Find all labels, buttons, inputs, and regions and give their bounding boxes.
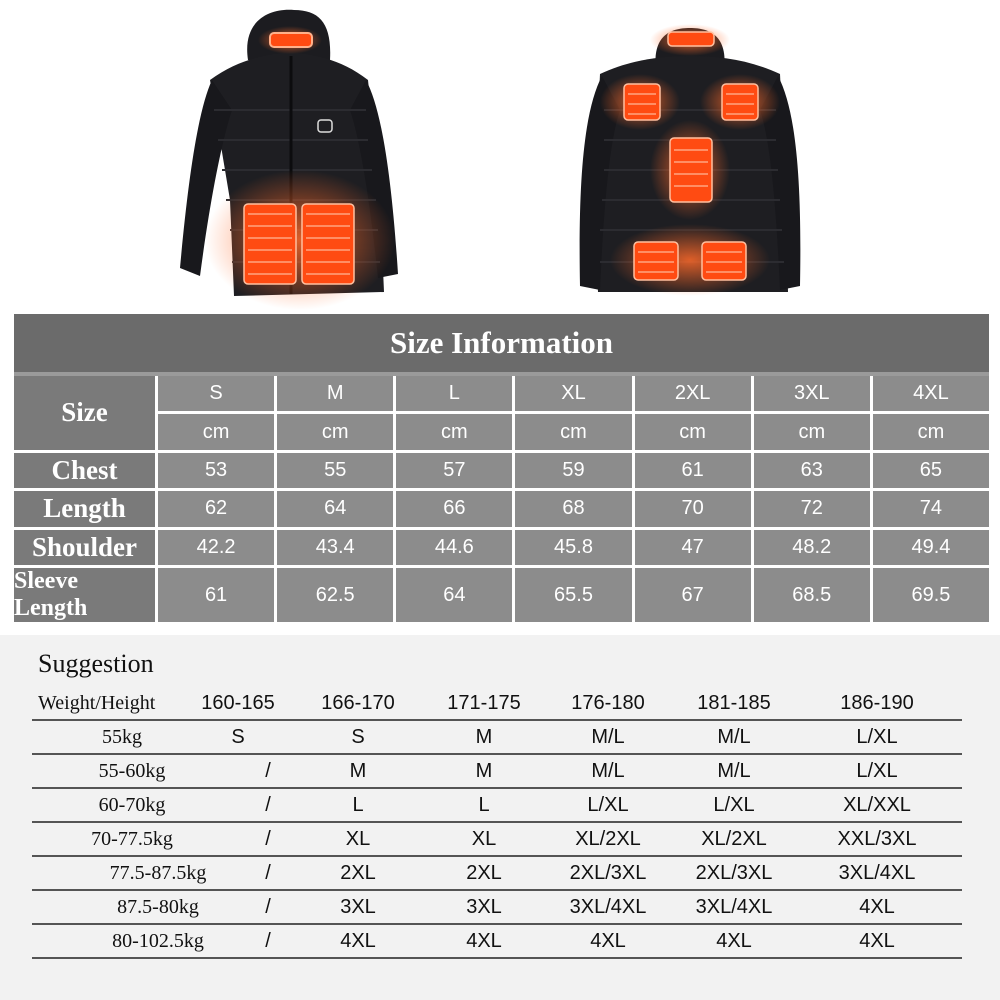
suggested-size-cell: 4XL [859,895,895,918]
suggested-size-cell: L/XL [856,725,898,748]
suggestion-row [32,823,962,857]
suggested-size-cell: / [265,759,271,782]
measurement-value: 72 [754,491,870,526]
measurement-value: 74 [873,491,989,526]
front-jacket-illustration [170,0,460,312]
weight-range-label: 80-102.5kg [112,929,204,952]
suggested-size-cell: L/XL [713,793,755,816]
measurement-value: 70 [635,491,751,526]
weight-range-label: 77.5-87.5kg [109,861,207,884]
measurement-value: 68.5 [754,568,870,622]
suggested-size-cell: S [351,725,365,748]
suggested-size-cell: M/L [717,725,751,748]
measurement-value: 57 [396,453,512,488]
suggested-size-cell: L/XL [856,759,898,782]
suggestion-row [32,857,962,891]
size-header-cell: L [396,376,512,411]
suggested-size-cell: / [265,827,271,850]
measurement-value: 61 [635,453,751,488]
suggested-size-cell: 2XL [466,861,502,884]
weight-range-label: 55-60kg [98,759,166,782]
unit-cell: cm [277,414,393,449]
suggested-size-cell: XXL/3XL [837,827,917,850]
size-header-cell: 2XL [635,376,751,411]
measurement-value: 64 [277,491,393,526]
height-range-header: 186-190 [840,691,914,714]
suggested-size-cell: 4XL [859,929,895,952]
suggested-size-cell: L/XL [587,793,629,816]
suggestion-section [0,635,1000,1000]
measurement-value: 68 [515,491,631,526]
unit-cell: cm [515,414,631,449]
suggested-size-cell: 2XL/3XL [569,861,647,884]
suggested-size-cell: 3XL/4XL [569,895,647,918]
unit-cell: cm [396,414,512,449]
size-row-header: Size [14,376,155,450]
suggested-size-cell: M/L [591,759,625,782]
back-jacket-illustration [560,0,820,312]
suggested-size-cell: / [265,861,271,884]
suggested-size-cell: 2XL/3XL [695,861,773,884]
measurement-value: 66 [396,491,512,526]
size-header-cell: S [158,376,274,411]
suggestion-row [32,925,962,959]
measurement-value: 69.5 [873,568,989,622]
measurement-value: 49.4 [873,530,989,565]
height-range-header: 166-170 [321,691,395,714]
measurement-label: Shoulder [14,530,155,565]
size-header-cell: XL [515,376,631,411]
suggested-size-cell: 4XL [716,929,752,952]
height-range-header: 171-175 [447,691,521,714]
measurement-value: 42.2 [158,530,274,565]
suggestion-table [32,687,962,959]
suggestion-row [32,891,962,925]
suggested-size-cell: / [265,929,271,952]
measurement-label: Length [14,491,155,526]
suggested-size-cell: 4XL [466,929,502,952]
suggested-size-cell: S [231,725,245,748]
height-range-header: 160-165 [201,691,275,714]
suggested-size-cell: 4XL [340,929,376,952]
measurement-value: 59 [515,453,631,488]
measurement-label: Chest [14,453,155,488]
weight-range-label: 60-70kg [98,793,166,816]
measurement-value: 61 [158,568,274,622]
measurement-value: 65 [873,453,989,488]
measurement-value: 45.8 [515,530,631,565]
weight-range-label: 87.5-80kg [117,895,199,918]
height-range-header: 181-185 [697,691,771,714]
front-jacket-photo [170,0,460,312]
suggested-size-cell: / [265,895,271,918]
unit-cell: cm [635,414,751,449]
measurement-label: Sleeve Length [14,568,155,622]
suggested-size-cell: L [352,793,364,816]
weight-range-label: 55kg [102,725,142,748]
suggestion-row [32,755,962,789]
suggested-size-cell: 3XL/4XL [838,861,916,884]
suggested-size-cell: / [265,793,271,816]
back-jacket-photo [560,0,820,312]
weight-range-label: 70-77.5kg [91,827,173,850]
measurement-value: 67 [635,568,751,622]
measurement-value: 44.6 [396,530,512,565]
unit-cell: cm [158,414,274,449]
suggested-size-cell: M [475,725,493,748]
suggestion-header-row [32,687,962,721]
suggested-size-cell: M [349,759,367,782]
measurement-value: 62.5 [277,568,393,622]
suggestion-row [32,789,962,823]
suggested-size-cell: 4XL [590,929,626,952]
size-information-title: Size Information [14,314,989,372]
suggestion-row [32,721,962,755]
measurement-value: 65.5 [515,568,631,622]
measurement-value: 63 [754,453,870,488]
measurement-value: 55 [277,453,393,488]
suggested-size-cell: XL/2XL [575,827,641,850]
suggested-size-cell: L [478,793,490,816]
suggested-size-cell: XL/2XL [701,827,767,850]
suggested-size-cell: XL/XXL [843,793,911,816]
measurement-value: 48.2 [754,530,870,565]
size-header-cell: 3XL [754,376,870,411]
suggested-size-cell: XL [471,827,497,850]
measurement-value: 47 [635,530,751,565]
suggested-size-cell: M/L [717,759,751,782]
suggested-size-cell: 3XL/4XL [695,895,773,918]
measurement-value: 64 [396,568,512,622]
size-header-cell: M [277,376,393,411]
measurement-value: 53 [158,453,274,488]
suggested-size-cell: 2XL [340,861,376,884]
height-range-header: 176-180 [571,691,645,714]
suggested-size-cell: XL [345,827,371,850]
measurement-value: 43.4 [277,530,393,565]
suggested-size-cell: M [475,759,493,782]
suggested-size-cell: M/L [591,725,625,748]
suggested-size-cell: 3XL [466,895,502,918]
size-information-table [14,314,989,622]
suggestion-title: Suggestion [38,649,154,678]
weight-height-header: Weight/Height [38,691,156,714]
suggested-size-cell: 3XL [340,895,376,918]
measurement-value: 62 [158,491,274,526]
unit-cell: cm [754,414,870,449]
size-header-cell: 4XL [873,376,989,411]
unit-cell: cm [873,414,989,449]
size-grid [14,376,989,622]
